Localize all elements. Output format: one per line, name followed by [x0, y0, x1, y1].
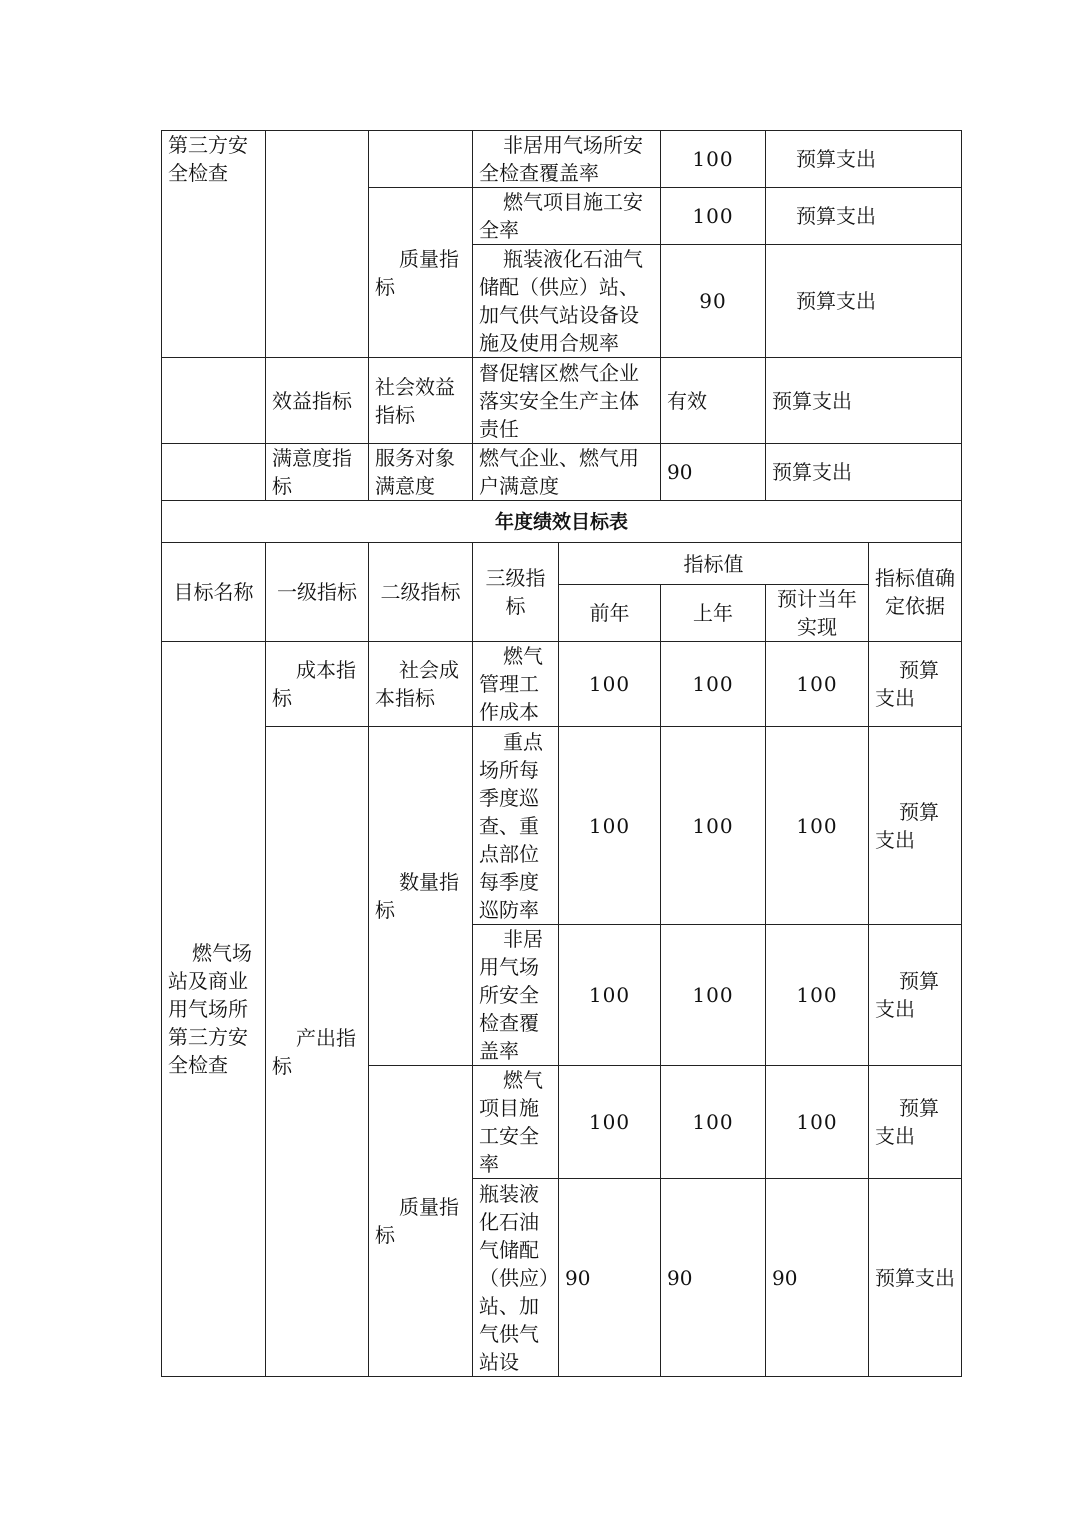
goal-name-cell — [162, 444, 266, 501]
header-indicator-value: 指标值 — [559, 543, 869, 585]
section-title: 年度绩效目标表 — [162, 501, 962, 543]
tertiary-indicator-cell: 瓶装液化石油气储配（供应）站、加气供气站设备设施及使用合规率 — [473, 245, 661, 358]
prev-year-cell: 90 — [559, 1179, 661, 1377]
tertiary-indicator-cell: 燃气企业、燃气用户满意度 — [473, 444, 661, 501]
last-year-cell: 100 — [661, 727, 766, 925]
expected-cell: 100 — [766, 727, 869, 925]
expected-cell: 100 — [766, 925, 869, 1066]
basis-cell: 预算支出 — [766, 188, 962, 245]
expected-cell: 90 — [766, 1179, 869, 1377]
prev-year-cell: 100 — [559, 727, 661, 925]
tertiary-indicator-cell: 重点场所每季度巡查、重点部位每季度巡防率 — [473, 727, 559, 925]
value-cell: 100 — [661, 188, 766, 245]
basis-cell: 预算支出 — [869, 642, 962, 727]
basis-cell: 预算支出 — [766, 358, 962, 444]
last-year-cell: 100 — [661, 1066, 766, 1179]
last-year-cell: 90 — [661, 1179, 766, 1377]
header-secondary-indicator: 二级指标 — [369, 543, 473, 642]
last-year-cell: 100 — [661, 642, 766, 727]
primary-indicator-cell: 效益指标 — [266, 358, 369, 444]
last-year-cell: 100 — [661, 925, 766, 1066]
tertiary-indicator-cell: 燃气项目施工安全率 — [473, 188, 661, 245]
prev-year-cell: 100 — [559, 1066, 661, 1179]
header-basis: 指标值确定依据 — [869, 543, 962, 642]
goal-name-cell: 燃气场站及商业用气场所第三方安全检查 — [162, 642, 266, 1377]
performance-table-continued — [161, 130, 962, 543]
prev-year-cell: 100 — [559, 925, 661, 1066]
header-expected: 预计当年实现 — [766, 585, 869, 642]
tertiary-indicator-cell: 督促辖区燃气企业落实安全生产主体责任 — [473, 358, 661, 444]
annual-performance-goal-table — [161, 542, 962, 1377]
primary-indicator-cell: 产出指标 — [266, 727, 369, 1377]
header-prev-year: 前年 — [559, 585, 661, 642]
primary-indicator-cell — [266, 131, 369, 358]
header-last-year: 上年 — [661, 585, 766, 642]
basis-cell: 预算支出 — [869, 727, 962, 925]
basis-cell: 预算支出 — [869, 1179, 962, 1377]
value-cell: 100 — [661, 131, 766, 188]
header-tertiary-indicator: 三级指标 — [473, 543, 559, 642]
secondary-indicator-cell: 社会效益指标 — [369, 358, 473, 444]
secondary-indicator-cell: 质量指标 — [369, 1066, 473, 1377]
prev-year-cell: 100 — [559, 642, 661, 727]
header-goal-name: 目标名称 — [162, 543, 266, 642]
tertiary-indicator-cell: 非居用气场所安全检查覆盖率 — [473, 925, 559, 1066]
expected-cell: 100 — [766, 1066, 869, 1179]
tertiary-indicator-cell: 燃气项目施工安全率 — [473, 1066, 559, 1179]
primary-indicator-cell: 满意度指标 — [266, 444, 369, 501]
basis-cell: 预算支出 — [869, 1066, 962, 1179]
tertiary-indicator-cell: 燃气管理工作成本 — [473, 642, 559, 727]
primary-indicator-cell: 成本指标 — [266, 642, 369, 727]
value-cell: 90 — [661, 245, 766, 358]
basis-cell: 预算支出 — [766, 444, 962, 501]
tertiary-indicator-cell: 瓶装液化石油气储配（供应）站、加气供气站设 — [473, 1179, 559, 1377]
value-cell: 有效 — [661, 358, 766, 444]
secondary-indicator-cell: 质量指标 — [369, 188, 473, 358]
goal-name-cell — [162, 358, 266, 444]
secondary-indicator-cell: 数量指标 — [369, 727, 473, 1066]
secondary-indicator-cell — [369, 131, 473, 188]
expected-cell: 100 — [766, 642, 869, 727]
header-primary-indicator: 一级指标 — [266, 543, 369, 642]
secondary-indicator-cell: 服务对象满意度 — [369, 444, 473, 501]
goal-name-cell: 第三方安全检查 — [162, 131, 266, 358]
tertiary-indicator-cell: 非居用气场所安全检查覆盖率 — [473, 131, 661, 188]
basis-cell: 预算支出 — [869, 925, 962, 1066]
basis-cell: 预算支出 — [766, 131, 962, 188]
basis-cell: 预算支出 — [766, 245, 962, 358]
secondary-indicator-cell: 社会成本指标 — [369, 642, 473, 727]
value-cell: 90 — [661, 444, 766, 501]
